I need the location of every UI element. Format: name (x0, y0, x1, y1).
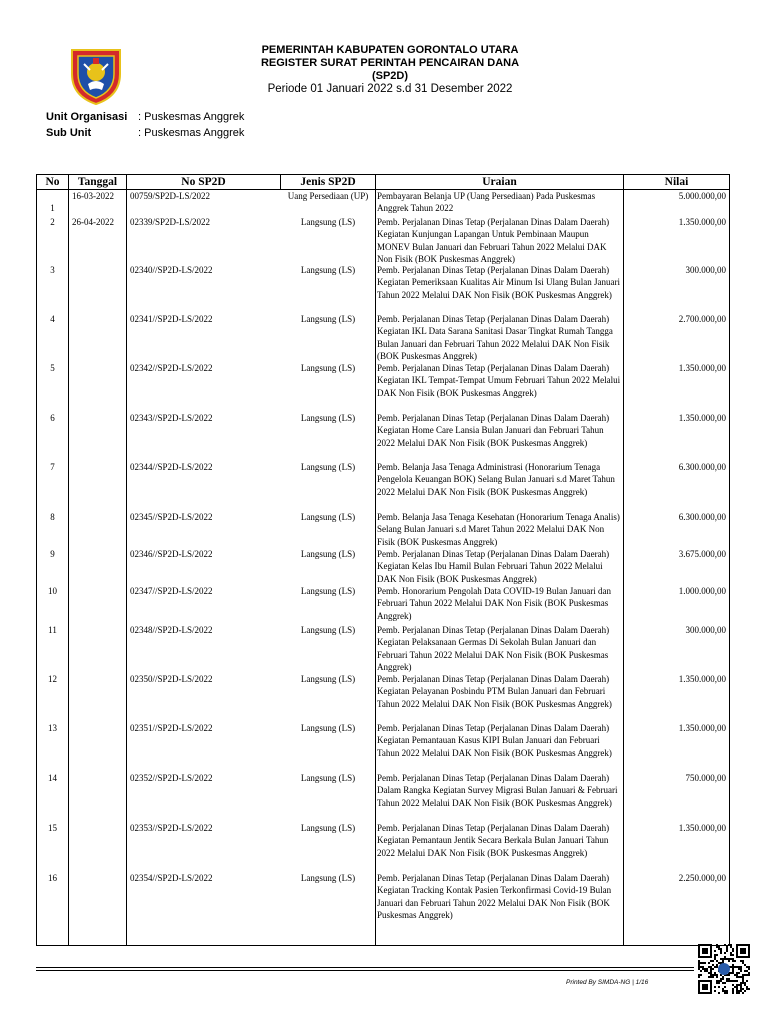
table-header (37, 175, 729, 190)
cell-nilai: 1.350.000,00 (678, 363, 726, 373)
cell-no-sp2d: 02353//SP2D-LS/2022 (130, 823, 213, 833)
cell-jenis: Langsung (LS) (300, 265, 356, 275)
cell-no-sp2d: 02350//SP2D-LS/2022 (130, 674, 213, 684)
cell-no: 3 (50, 265, 55, 275)
cell-uraian: Pemb. Perjalanan Dinas Tetap (Perjalanan Dinas Dalam Daerah) Kegiatan Tracking Kontak Pasien Terkonfirmasi Covid-19 Bulan Januari dan Februari Tahun 2022 Melalui DAK Non Fisik (BOK Puskesmas Anggrek) (377, 873, 612, 920)
cell-nilai: 6.300.000,00 (678, 512, 726, 522)
cell-no: 7 (50, 462, 55, 472)
cell-no: 5 (50, 363, 55, 373)
column-divider (280, 175, 281, 189)
header-tanggal: Tanggal (77, 176, 118, 188)
cell-jenis: Langsung (LS) (300, 512, 356, 522)
cell-no-sp2d: 02347//SP2D-LS/2022 (130, 586, 213, 596)
cell-no-sp2d: 02339/SP2D-LS/2022 (130, 217, 211, 227)
cell-no-sp2d: 02352//SP2D-LS/2022 (130, 773, 213, 783)
cell-no: 1 (50, 203, 55, 213)
cell-nilai: 300.000,00 (685, 265, 726, 275)
cell-no: 10 (48, 586, 57, 596)
cell-no: 14 (48, 773, 57, 783)
footer-rule (36, 970, 694, 971)
cell-jenis: Langsung (LS) (300, 823, 356, 833)
cell-no: 12 (48, 674, 57, 684)
cell-jenis: Langsung (LS) (300, 462, 356, 472)
sp2d-register-table (36, 174, 730, 946)
cell-jenis: Langsung (LS) (300, 586, 356, 596)
cell-no: 6 (50, 413, 55, 423)
cell-no: 15 (48, 823, 57, 833)
cell-jenis: Langsung (LS) (300, 873, 356, 883)
cell-tanggal: 26-04-2022 (72, 217, 114, 227)
cell-no: 2 (50, 217, 55, 227)
header-nilai: Nilai (664, 176, 689, 188)
cell-nilai: 1.350.000,00 (678, 217, 726, 227)
cell-uraian: Pembayaran Belanja UP (Uang Persediaan) Pada Puskesmas Anggrek Tahun 2022 (377, 191, 596, 214)
cell-no-sp2d: 00759/SP2D-LS/2022 (130, 191, 211, 201)
cell-nilai: 1.350.000,00 (678, 823, 726, 833)
cell-jenis: Langsung (LS) (300, 549, 356, 559)
sub-unit-value: : Puskesmas Anggrek (138, 127, 245, 139)
cell-no-sp2d: 02348//SP2D-LS/2022 (130, 625, 213, 635)
cell-uraian: Pemb. Perjalanan Dinas Tetap (Perjalanan Dinas Dalam Daerah) Kegiatan IKL Tempat-Tempat Umum Februari Tahun 2022 Melalui DAK Non Fisik (BOK Puskesmas Anggrek) (377, 363, 621, 398)
column-divider (375, 175, 376, 945)
cell-uraian: Pemb. Perjalanan Dinas Tetap (Perjalanan Dinas Dalam Daerah) Kegiatan Pemantauan Kasus KIPI Bulan Januari dan Februari Tahun 2022 Melalui DAK Non Fisik (BOK Puskesmas Anggrek) (377, 723, 612, 758)
cell-jenis: Langsung (LS) (300, 625, 356, 635)
cell-jenis: Langsung (LS) (300, 363, 356, 373)
cell-uraian: Pemb. Perjalanan Dinas Tetap (Perjalanan Dinas Dalam Daerah) Kegiatan Pemantaun Jentik Secara Berkala Bulan Januari Tahun 2022 Melalui DAK Non Fisik (BOK Puskesmas Anggrek) (377, 823, 610, 858)
cell-nilai: 1.350.000,00 (678, 723, 726, 733)
cell-nilai: 750.000,00 (685, 773, 726, 783)
column-divider (126, 175, 127, 945)
cell-no: 9 (50, 549, 55, 559)
document-header (180, 44, 600, 96)
header-no: No (45, 176, 60, 188)
cell-uraian: Pemb. Perjalanan Dinas Tetap (Perjalanan Dinas Dalam Daerah) Kegiatan IKL Data Sarana Sanitasi Dasar Tingkat Rumah Tangga Bulan Januari dan Februari Tahun 2022 Melalui DAK Non Fisik (BOK Puskesmas Anggrek) (377, 314, 613, 361)
cell-jenis: Langsung (LS) (300, 723, 356, 733)
cell-uraian: Pemb. Honorarium Pengolah Data COVID-19 Bulan Januari dan Februari Tahun 2022 Melalui DAK Non Fisik (BOK Puskesmas Anggrek) (377, 586, 611, 621)
cell-tanggal: 16-03-2022 (72, 191, 114, 201)
cell-uraian: Pemb. Perjalanan Dinas Tetap (Perjalanan Dinas Dalam Daerah) Kegiatan Pemeriksaan Kualitas Air Minum Isi Ulang Bulan Januari Tahun 2022 Melalui DAK Non Fisik (BOK Puskesmas Anggrek) (377, 265, 620, 300)
qr-code (698, 944, 750, 994)
cell-uraian: Pemb. Belanja Jasa Tenaga Kesehatan (Honorarium Tenaga Analis) Selang Bulan Januari s.d Maret Tahun 2022 Melalui DAK Non Fisik (BOK Puskesmas Anggrek) (377, 512, 620, 547)
cell-uraian: Pemb. Perjalanan Dinas Tetap (Perjalanan Dinas Dalam Daerah) Kegiatan Pelaksanaan Germas Di Sekolah Bulan Januari dan Februari Tahun 2022 Melalui DAK Non Fisik (BOK Puskesmas Anggrek) (377, 625, 610, 672)
cell-no-sp2d: 02342//SP2D-LS/2022 (130, 363, 213, 373)
cell-no-sp2d: 02340//SP2D-LS/2022 (130, 265, 213, 275)
header-line-1: PEMERINTAH KABUPATEN GORONTALO UTARA (261, 44, 519, 56)
cell-nilai: 6.300.000,00 (678, 462, 726, 472)
cell-uraian: Pemb. Perjalanan Dinas Tetap (Perjalanan Dinas Dalam Daerah) Kegiatan Kelas Ibu Hamil Bulan Februari Tahun 2022 Melalui DAK Non Fisik (BOK Puskesmas Anggrek) (377, 549, 610, 584)
cell-no: 4 (50, 314, 55, 324)
cell-no-sp2d: 02354//SP2D-LS/2022 (130, 873, 213, 883)
cell-nilai: 1.350.000,00 (678, 413, 726, 423)
cell-nilai: 1.000.000,00 (678, 586, 726, 596)
cell-jenis: Langsung (LS) (300, 314, 356, 324)
cell-no-sp2d: 02341//SP2D-LS/2022 (130, 314, 213, 324)
cell-jenis: Langsung (LS) (300, 674, 356, 684)
cell-jenis: Langsung (LS) (300, 413, 356, 423)
cell-nilai: 3.675.000,00 (678, 549, 726, 559)
cell-jenis: Uang Persediaan (UP) (287, 191, 369, 201)
cell-uraian: Pemb. Belanja Jasa Tenaga Administrasi (Honorarium Tenaga Pengelola Keuangan BOK) Selang Bulan Januari s.d Maret Tahun 2022 Melalui DAK Non Fisik (BOK Puskesmas Anggrek) (377, 462, 615, 497)
cell-jenis: Langsung (LS) (300, 217, 356, 227)
cell-no: 8 (50, 512, 55, 522)
cell-no-sp2d: 02345//SP2D-LS/2022 (130, 512, 213, 522)
unit-value: : Puskesmas Anggrek (138, 111, 245, 123)
cell-nilai: 5.000.000,00 (678, 191, 726, 201)
cell-uraian: Pemb. Perjalanan Dinas Tetap (Perjalanan Dinas Dalam Daerah) Kegiatan Home Care Lansia Bulan Januari dan Februari Tahun 2022 Melalui DAK Non Fisik (BOK Puskesmas Anggrek) (377, 413, 610, 448)
document-meta (46, 109, 244, 141)
cell-no: 13 (48, 723, 57, 733)
cell-nilai: 2.250.000,00 (678, 873, 726, 883)
sub-unit-label: Sub Unit (46, 127, 92, 139)
cell-no: 16 (48, 873, 57, 883)
cell-uraian: Pemb. Perjalanan Dinas Tetap (Perjalanan Dinas Dalam Daerah) Kegiatan Pelayanan Posbindu PTM Bulan Januari dan Februari Tahun 2022 Melalui DAK Non Fisik (BOK Puskesmas Anggrek) (377, 674, 612, 709)
header-no-sp2d: No SP2D (181, 176, 226, 188)
regency-emblem-logo (64, 44, 128, 108)
cell-jenis: Langsung (LS) (300, 773, 356, 783)
cell-no: 11 (48, 625, 57, 635)
cell-nilai: 1.350.000,00 (678, 674, 726, 684)
header-line-3: (SP2D) (371, 70, 409, 82)
header-line-2: REGISTER SURAT PERINTAH PENCAIRAN DANA (260, 57, 520, 69)
header-jenis-sp2d: Jenis SP2D (300, 176, 356, 188)
cell-no-sp2d: 02344//SP2D-LS/2022 (130, 462, 213, 472)
cell-no-sp2d: 02351//SP2D-LS/2022 (130, 723, 213, 733)
cell-uraian: Pemb. Perjalanan Dinas Tetap (Perjalanan Dinas Dalam Daerah) Dalam Rangka Kegiatan Survey Migrasi Bulan Januari & Februari Tahun 2022 Melalui DAK Non Fisik (BOK Puskesmas Anggrek) (377, 773, 618, 808)
header-period: Periode 01 Januari 2022 s.d 31 Desember 2022 (267, 83, 513, 95)
printed-by-footer: Printed By SIMDA-NG | 1/16 (566, 979, 649, 986)
cell-nilai: 300.000,00 (685, 625, 726, 635)
cell-uraian: Pemb. Perjalanan Dinas Tetap (Perjalanan Dinas Dalam Daerah) Kegiatan Kunjungan Lapangan Untuk Pembinaan Maupun MONEV Bulan Januari dan Februari Tahun 2022 Melalui DAK Non Fisik (BOK Puskesmas Anggrek) (377, 217, 610, 264)
header-uraian: Uraian (482, 176, 517, 188)
cell-nilai: 2.700.000,00 (678, 314, 726, 324)
cell-no-sp2d: 02346//SP2D-LS/2022 (130, 549, 213, 559)
column-divider (623, 175, 624, 945)
cell-no-sp2d: 02343//SP2D-LS/2022 (130, 413, 213, 423)
column-divider (68, 175, 69, 945)
unit-label: Unit Organisasi (46, 111, 128, 123)
footer-rule (36, 967, 694, 968)
